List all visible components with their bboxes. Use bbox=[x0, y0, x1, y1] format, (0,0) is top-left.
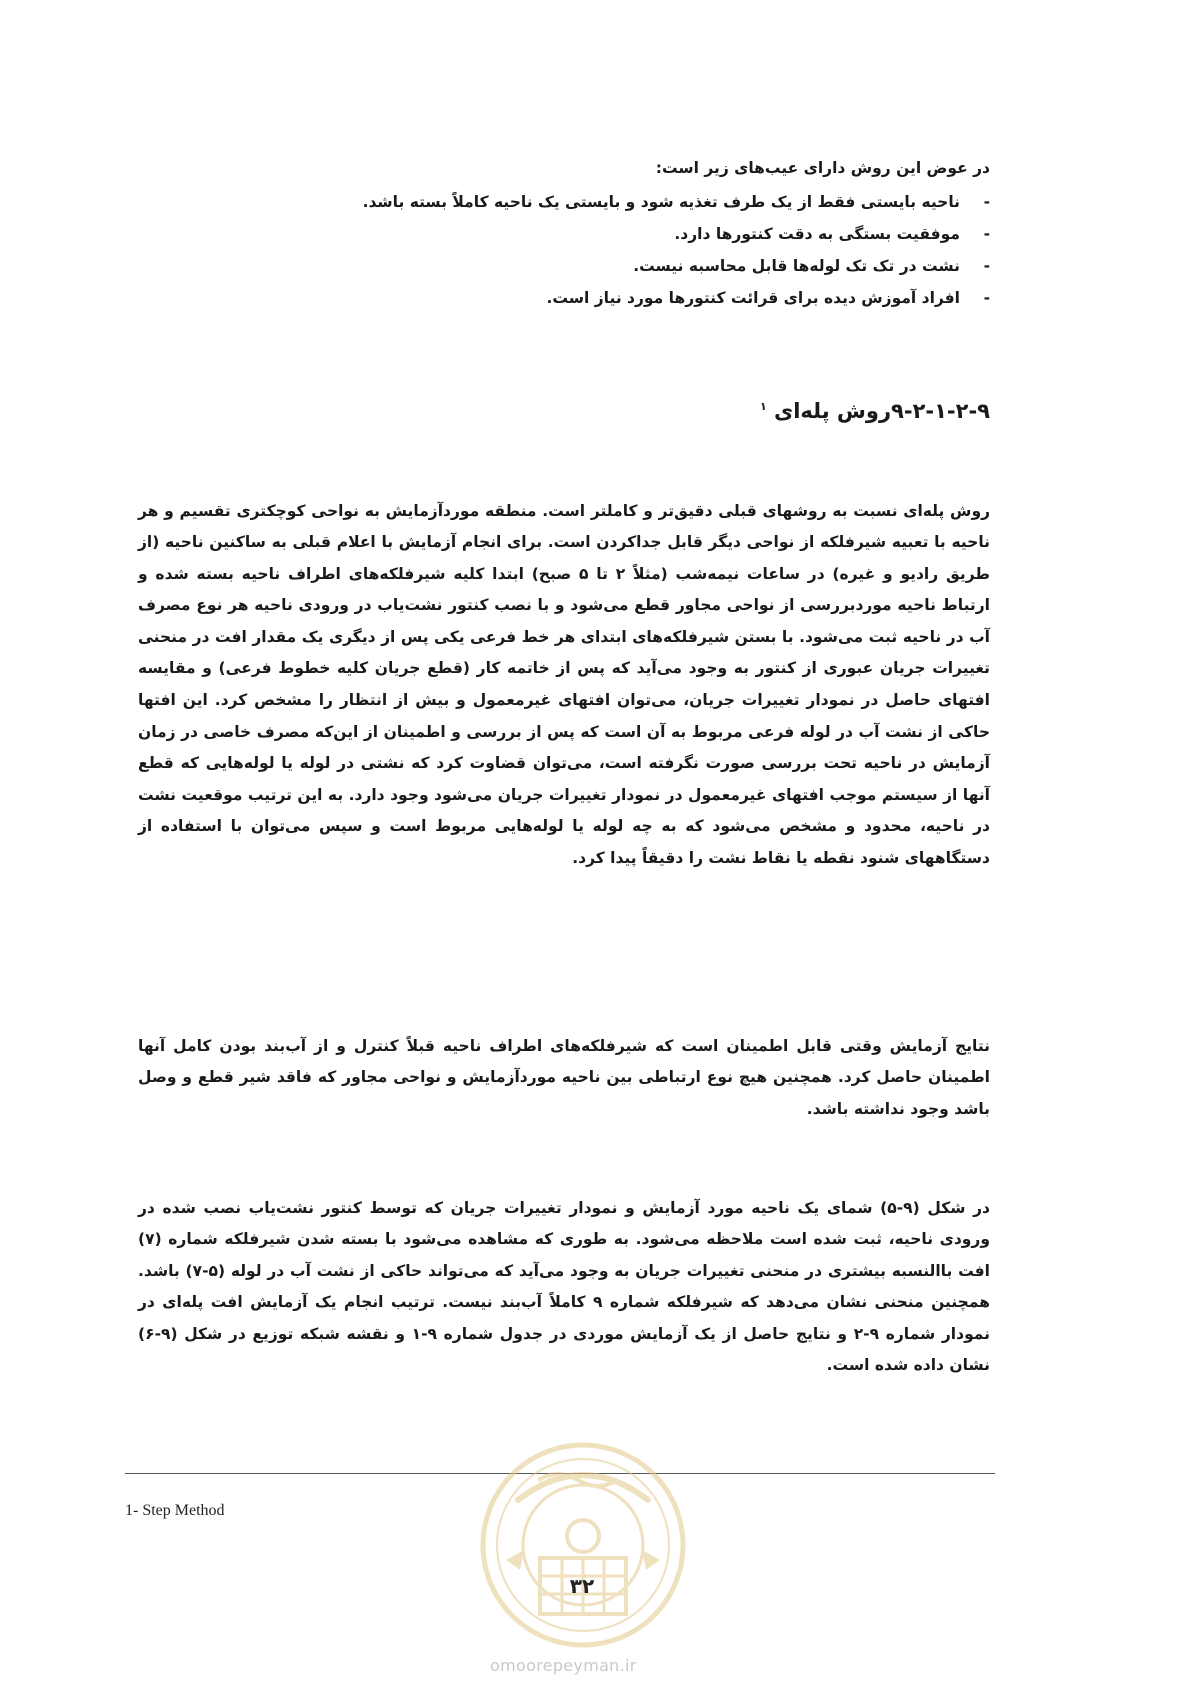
watermark-seal-icon bbox=[478, 1440, 688, 1650]
page-number: ۳۲ bbox=[569, 1574, 595, 1598]
body-paragraph: نتایج آزمایش وقتی قابل اطمینان است که شیرفلکه‌های اطراف ناحیه قبلاً کنترل و از آب‌بند بودن کامل آنها اطمینان حاصل کرد. همچنین هیچ نوع ارتباطی بین ناحیه موردآزمایش و نواحی مجاور که فاقد شیر قطع و وصل باشد وجود نداشته باشد. bbox=[138, 1036, 990, 1118]
list-item bbox=[330, 186, 990, 218]
body-paragraph: روش پله‌ای نسبت به روشهای قبلی دقیق‌تر و کاملتر است. منطقه موردآزمایش به نواحی کوچکتری تقسیم و هر ناحیه با تعبیه شیرفلکه از نواحی دیگر قابل جداکردن است. برای انجام آزمایش با اعلام قبلی به ساکنین ناحیه (از طریق رادیو و غیره) در ساعات نیمه‌شب (مثلاً ۲ تا ۵ صبح) ابتدا کلیه شیرفلکه‌های اطراف ناحیه بسته شده و ارتباط ناحیه موردبررسی از نواحی مجاور قطع می‌شود و با نصب کنتور نشت‌یاب در ورودی ناحیه هر نوع مصرف آب در ناحیه ثبت می‌شود. با بستن شیرفلکه‌های ابتدای هر خط فرعی یکی پس از دیگری یک مقدار افت در منحنی تغییرات جریان عبوری از کنتور به وجود می‌آید که پس از خاتمه کار (قطع جریان کلیه خطوط فرعی) و مقایسه افتهای حاصل در نمودار تغییرات جریان، می‌توان افتهای غیرمعمول و بیش از انتظار را مشخص کرد. این افتها حاکی از نشت آب در لوله فرعی مربوط به آن است که پس از بررسی و اطمینان از این‌که مصرف خاصی در زمان آزمایش در ناحیه تحت بررسی صورت نگرفته است، می‌توان قضاوت کرد که نشتی در لوله یا لوله‌هایی که قطع آنها از سیستم موجب افتهای غیرمعمول در نمودار تغییرات جریان می‌شود وجود دارد. به این ترتیب موقعیت نشت در ناحیه، محدود و مشخص می‌شود که به چه لوله یا لوله‌هایی مربوط است و سپس می‌توان با استفاده از دستگاههای شنود نقطه یا نقاط نشت را دقیقاً پیدا کرد. bbox=[138, 501, 990, 868]
watermark-url: omoorepeyman.ir bbox=[490, 1656, 637, 1675]
section-title: روش پله‌ای bbox=[773, 399, 892, 423]
footnote-text: 1- Step Method bbox=[125, 1502, 225, 1519]
bullet-dash: - bbox=[983, 193, 990, 211]
bullet-dash: - bbox=[983, 225, 990, 243]
list-item-text: ناحیه بایستی فقط از یک طرف تغذیه شود و بایستی یک ناحیه کاملاً بسته باشد. bbox=[362, 193, 960, 211]
list-item-text: نشت در تک تک لوله‌ها قابل محاسبه نیست. bbox=[633, 257, 960, 275]
footnote-ref: ۱ bbox=[759, 400, 767, 413]
list-item-text: موفقیت بستگی به دقت کنتورها دارد. bbox=[674, 225, 960, 243]
body-paragraph: در شکل (۹-۵) شمای یک ناحیه مورد آزمایش و نمودار تغییرات جریان که توسط کنتور نشت‌یاب نصب شده در ورودی ناحیه، ثبت شده است ملاحظه می‌شود. به طوری که مشاهده می‌شود با بسته شدن شیرفلکه شماره (۷) افت باالنسبه بیشتری در منحنی تغییرات جریان به وجود می‌آید که می‌تواند حاکی از نشت آب در لوله (۵-۷) باشد. همچنین منحنی نشان می‌دهد که شیرفلکه شماره ۹ کاملاً آب‌بند نیست. ترتیب انجام یک آزمایش افت پله‌ای در نمودار شماره ۹-۲ و نتایج حاصل از یک آزمایش موردی در جدول شماره ۹-۱ و نقشه شبکه توزیع در شکل (۹-۶) نشان داده شده است. bbox=[138, 1198, 990, 1375]
bullet-dash: - bbox=[983, 289, 990, 307]
list-item bbox=[330, 250, 990, 282]
bullet-dash: - bbox=[983, 257, 990, 275]
drawbacks-block bbox=[330, 152, 990, 314]
list-item bbox=[330, 282, 990, 314]
drawbacks-list bbox=[330, 186, 990, 314]
list-item-text: افراد آموزش دیده برای قرائت کنتورها مورد نیاز است. bbox=[546, 289, 960, 307]
section-heading bbox=[470, 392, 990, 426]
section-number: ۹-۲-۱-۲-۹ bbox=[891, 399, 990, 423]
list-item bbox=[330, 218, 990, 250]
drawbacks-lead: در عوض این روش دارای عیب‌های زیر است: bbox=[655, 159, 990, 177]
